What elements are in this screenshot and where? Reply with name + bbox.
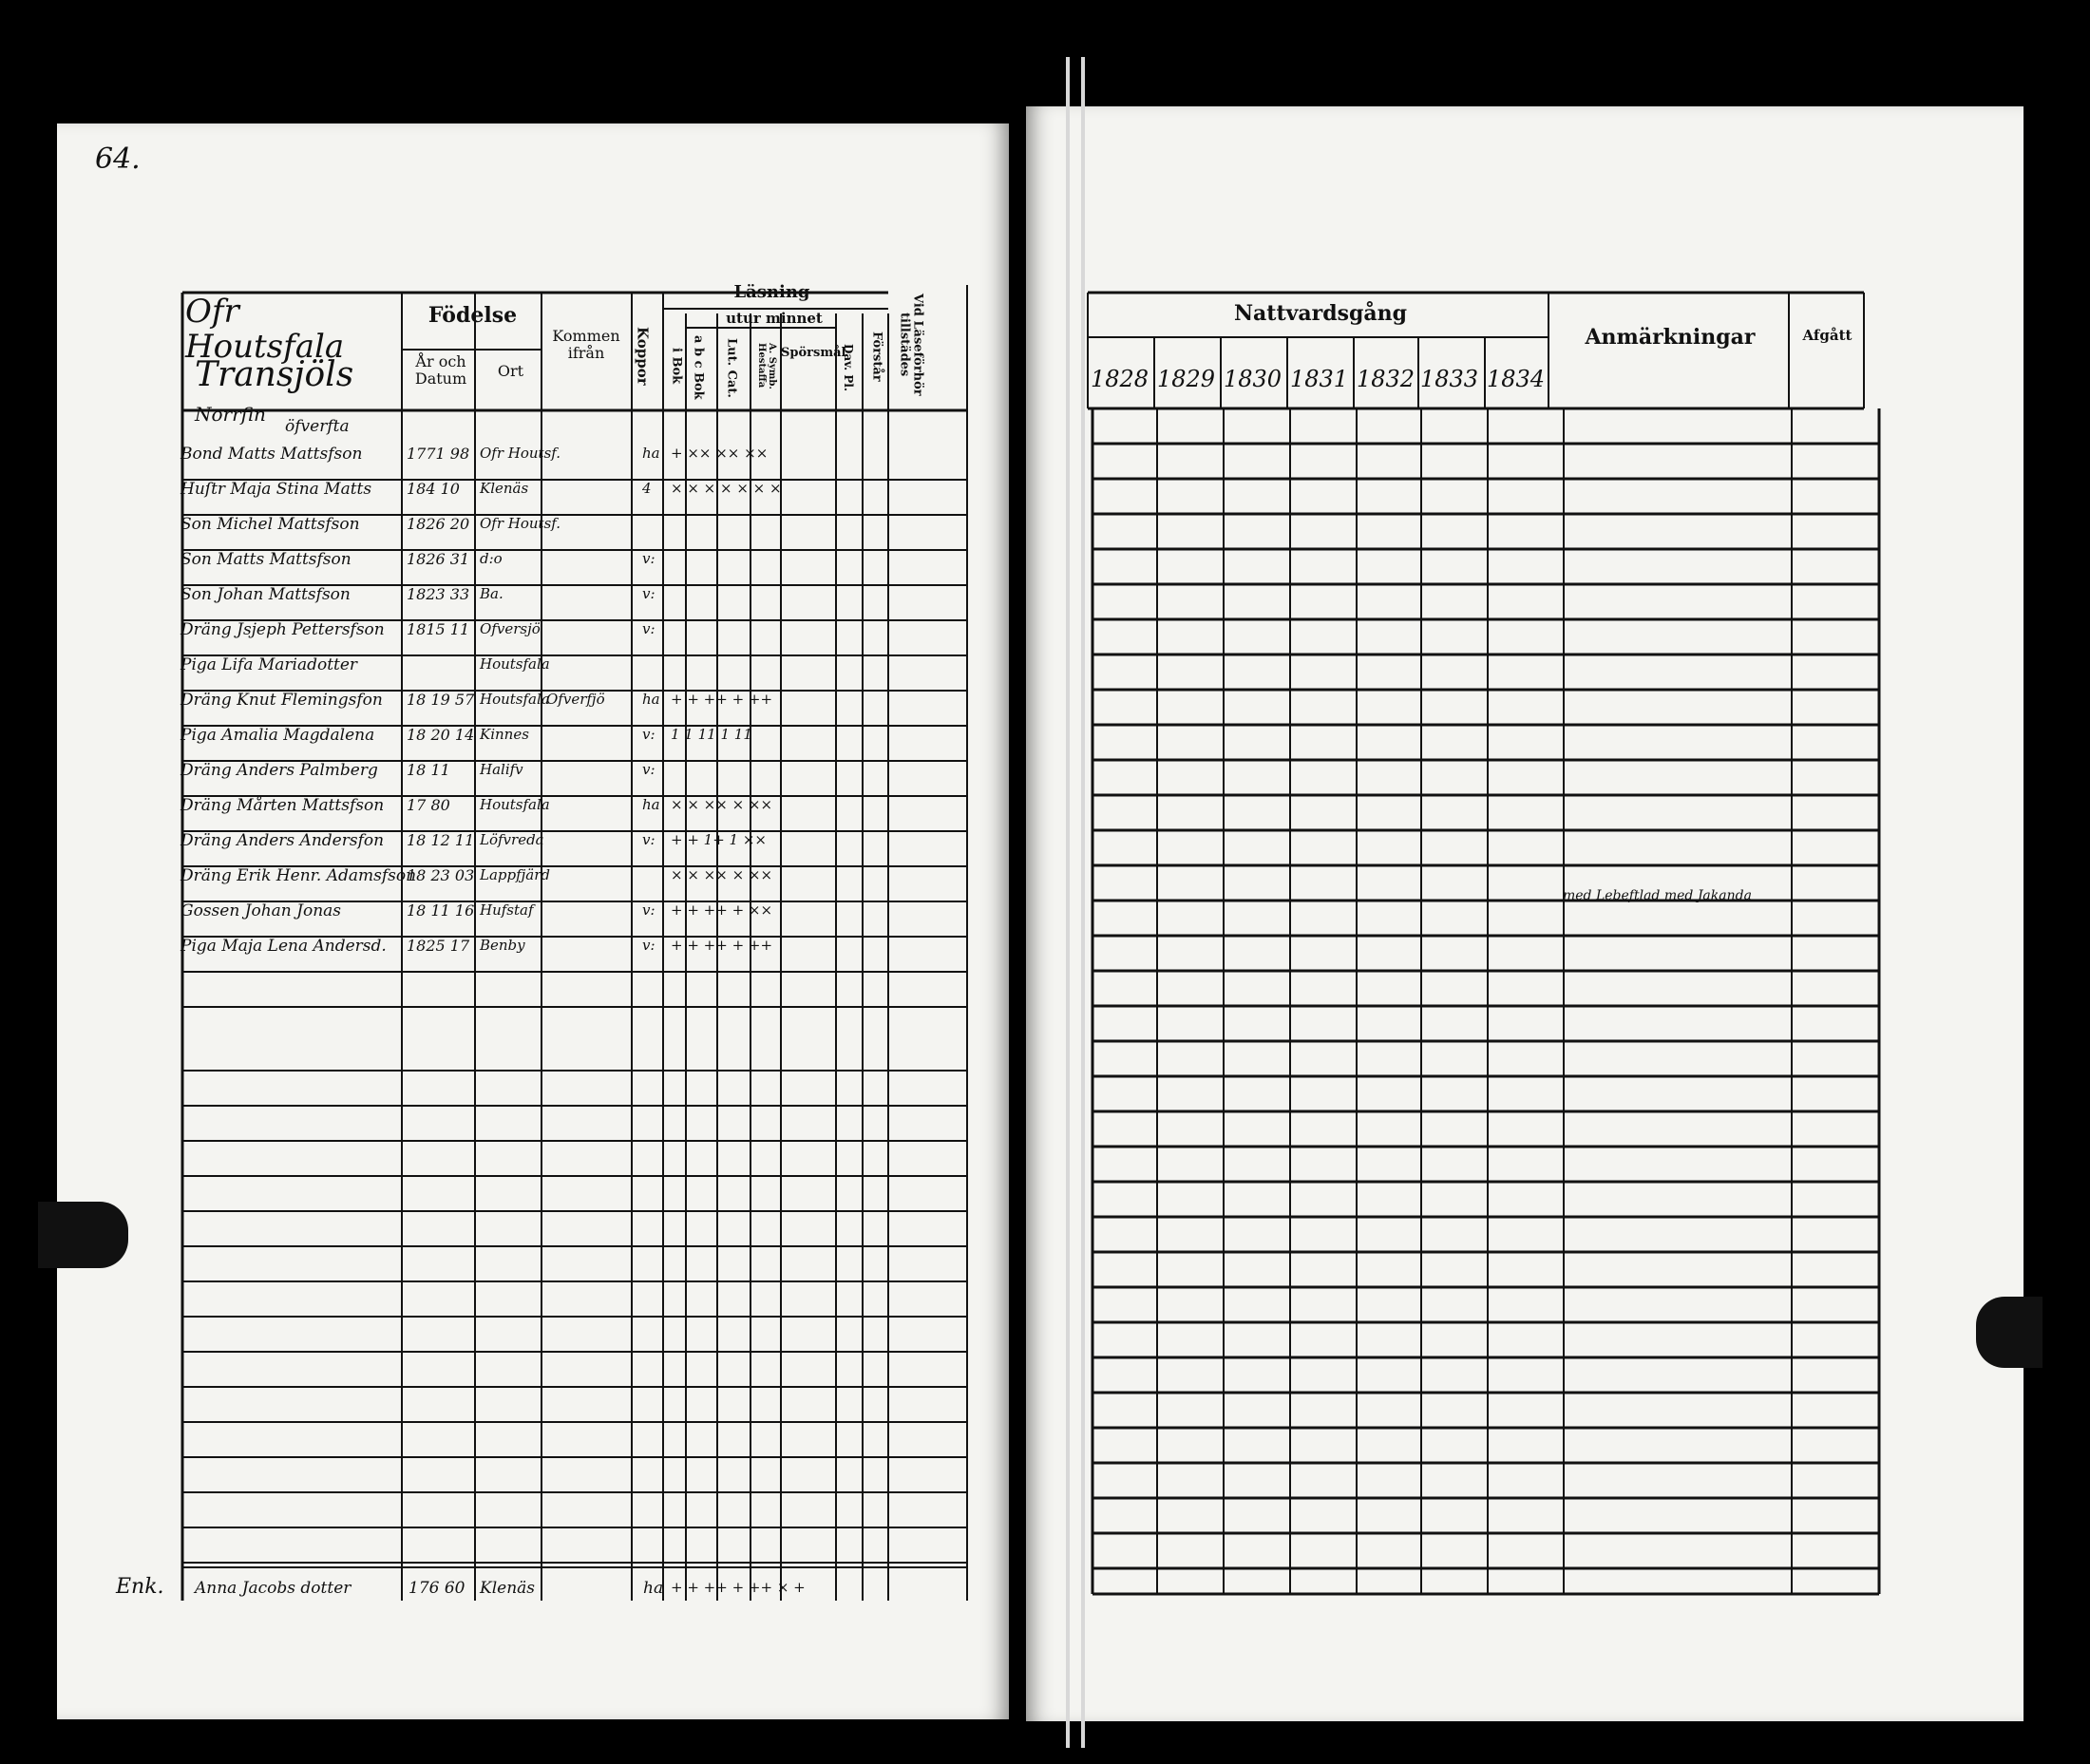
row-date: 18 20 14 — [407, 726, 475, 744]
sub-title: Norrfin — [195, 403, 266, 426]
row-place: Ofversjö — [480, 620, 541, 637]
i-bok-heading: i Bok — [669, 347, 684, 385]
row-name: Dräng Mårten Mattsfson — [180, 796, 385, 815]
row-marks: + + 1+ 1 ×× — [671, 831, 768, 848]
row-place: Houtsfala — [480, 655, 550, 673]
parish-title: Ofr Houtsfala — [185, 293, 345, 367]
row-name: Piga Amalia Magdalena — [180, 726, 375, 745]
row-koppor: v: — [642, 585, 656, 602]
row-koppor: v: — [642, 761, 656, 778]
row-marks: × × ×× × ×× — [671, 866, 773, 883]
row-koppor: v: — [642, 550, 656, 567]
row-name: Piga Lifa Mariadotter — [180, 655, 358, 674]
row-name: Piga Maja Lena Andersd. — [180, 937, 387, 956]
nattvardsgang-heading: Nattvardsgång — [1233, 301, 1408, 326]
row-name: Dräng Jsjeph Pettersfson — [180, 620, 385, 639]
vid-laseforhor-heading: Vid Läseförhör tillstädes — [897, 294, 925, 396]
row-name: Son Matts Mattsfson — [180, 550, 352, 569]
row-name: Son Michel Mattsfson — [180, 515, 360, 534]
row-place: Ba. — [480, 585, 504, 602]
ort-heading: Ort — [497, 362, 524, 380]
bottom-prefix: Enk. — [116, 1575, 164, 1599]
sporsmal-heading: Spörsmål — [781, 346, 846, 360]
row-marks: + + ++ + ++ — [671, 937, 773, 954]
row-date: 1823 33 — [407, 585, 470, 603]
row-place: Benby — [480, 937, 525, 954]
anmarkningar-heading: Anmärkningar — [1585, 325, 1756, 350]
row-place: Ofr Houtsf. — [480, 445, 561, 462]
lut-cat-heading: Lut. Cat. — [724, 337, 739, 398]
row-date: 1771 98 — [407, 445, 470, 463]
row-name: Dräng Anders Palmberg — [180, 761, 378, 780]
row-marks: + + ++ + ++ — [671, 691, 773, 708]
sub-title-2: öfverfta — [285, 417, 350, 436]
row-koppor: ha — [642, 796, 660, 813]
fodelse-heading: Födelse — [428, 303, 518, 328]
row-name: Gossen Johan Jonas — [180, 901, 342, 920]
row-name: Huſtr Maja Stina Matts — [180, 480, 372, 499]
row-koppor: v: — [642, 901, 656, 919]
ar-och-datum-heading: År och Datum — [414, 352, 467, 388]
row-place: Kinnes — [480, 726, 529, 743]
row-koppor: ha — [642, 691, 660, 708]
row-place: d:o — [480, 550, 503, 567]
row-date: 18 19 57 — [407, 691, 475, 709]
place-title: Transjöls — [195, 355, 354, 394]
row-date: 1826 20 — [407, 515, 470, 533]
bottom-marks: + + ++ + ++ × + — [671, 1579, 806, 1596]
row-date: 18 23 03 — [407, 866, 475, 884]
year-heading: 1833 — [1420, 366, 1479, 392]
row-place: Lappfjärd — [480, 866, 551, 883]
row-place: Löfvreda — [480, 831, 544, 848]
row-name: Dräng Knut Flemingsfon — [180, 691, 383, 710]
row-place: Houtsfala — [480, 691, 550, 708]
row-date: 18 11 — [407, 761, 450, 779]
row-koppor: v: — [642, 620, 656, 637]
row-marks: + + ++ + ×× — [671, 901, 773, 919]
row-date: 18 11 16 — [407, 901, 475, 920]
row-name: Son Johan Mattsfson — [180, 585, 351, 604]
abc-bok-heading: a b c Bok — [691, 335, 706, 400]
utur-minnet-heading: utur minnet — [726, 310, 823, 327]
bottom-koppor: ha — [643, 1579, 664, 1598]
bottom-name: Anna Jacobs dotter — [195, 1579, 352, 1598]
row-marks: × × ×× × ×× — [671, 796, 773, 813]
dav-pl-heading: Dav. Pl. — [842, 343, 856, 392]
row-date: 17 80 — [407, 796, 450, 814]
page-number: 64. — [95, 142, 141, 176]
bottom-date: 176 60 — [408, 1579, 466, 1598]
a-symb-heading: A. Symb. Hestaffa — [756, 342, 777, 389]
row-date: 1825 17 — [407, 937, 470, 955]
row-date: 184 10 — [407, 480, 460, 498]
row-name: Bond Matts Mattsfson — [180, 445, 363, 464]
row-name: Dräng Anders Andersfon — [180, 831, 385, 850]
koppor-heading: Koppor — [634, 327, 652, 386]
year-heading: 1828 — [1091, 366, 1150, 392]
year-heading: 1830 — [1224, 366, 1282, 392]
year-heading: 1831 — [1290, 366, 1349, 392]
year-heading: 1834 — [1487, 366, 1546, 392]
row-place: Halifv — [480, 761, 523, 778]
row-place: Ofr Houtsf. — [480, 515, 561, 532]
year-heading: 1829 — [1157, 366, 1216, 392]
row-place: Houtsfala — [480, 796, 550, 813]
bottom-place: Klenäs — [480, 1579, 536, 1598]
row-koppor: v: — [642, 726, 656, 743]
kommen-ifran-heading: Kommen ifrån — [552, 327, 620, 362]
row-date: 1826 31 — [407, 550, 470, 568]
row-from: Ofverfjö — [546, 691, 605, 708]
row-date: 1815 11 — [407, 620, 470, 638]
right-note: med Lebeftlad med Jakanda — [1563, 888, 1752, 903]
row-koppor: v: — [642, 937, 656, 954]
row-marks: × × × × × × × — [671, 480, 782, 497]
row-marks: 1 1 11 1 11 — [671, 726, 752, 743]
row-date: 18 12 11 — [407, 831, 475, 849]
row-marks: + ×× ×× ×× — [671, 445, 769, 462]
row-koppor: ha — [642, 445, 660, 462]
row-koppor: v: — [642, 831, 656, 848]
forstar-heading: Förstår — [869, 331, 884, 382]
row-place: Klenäs — [480, 480, 529, 497]
row-place: Hufstaf — [480, 901, 534, 919]
year-heading: 1832 — [1357, 366, 1416, 392]
lasning-heading: Läsning — [733, 282, 810, 302]
afgatt-heading: Afgått — [1802, 327, 1852, 344]
row-name: Dräng Erik Henr. Adamsfson — [180, 866, 417, 885]
row-koppor: 4 — [642, 480, 652, 497]
